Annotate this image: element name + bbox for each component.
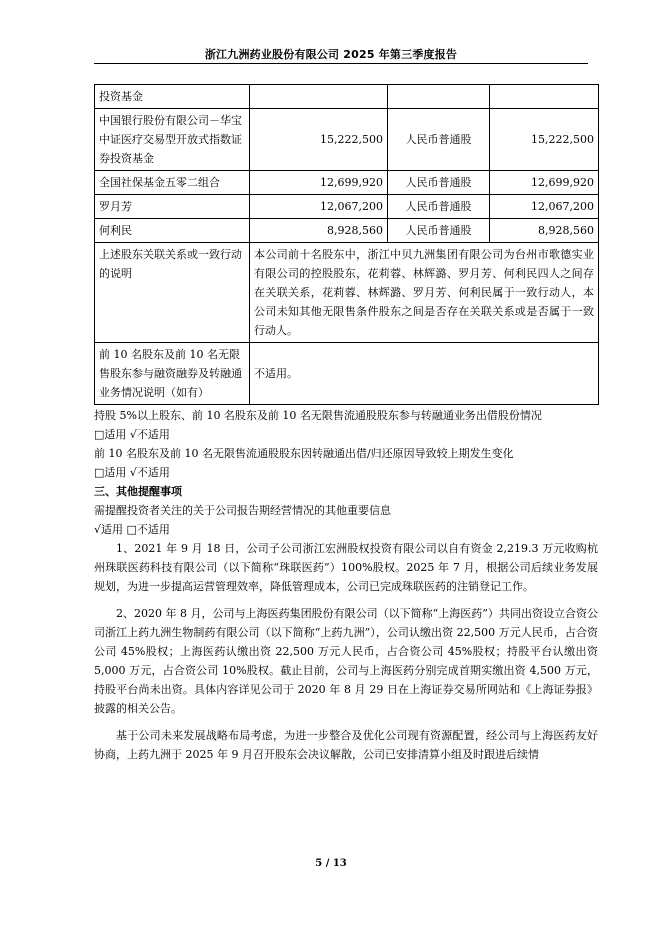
holder-name: 罗月芳 <box>95 195 250 219</box>
share-type <box>388 85 490 109</box>
section-heading: 三、其他提醒事项 <box>94 485 182 498</box>
holder-shares: 12,067,200 <box>250 195 388 219</box>
relation-row <box>95 243 599 343</box>
lending-option: □适用 √不适用 <box>94 428 170 441</box>
share-amount <box>490 85 599 109</box>
table-row <box>95 109 599 171</box>
paragraph-3: 基于公司未来发展战略布局考虑，为进一步整合及优化公司现有资源配置，经公司与上海医药友好协商，上药九洲于 2025 年 9 月召开股东会决议解散，公司已安排清算小组及时跟进后续情 <box>94 729 598 761</box>
table-row <box>95 85 599 109</box>
table-row <box>95 171 599 195</box>
remind-option: √适用 □不适用 <box>94 523 170 536</box>
share-type: 人民币普通股 <box>388 171 490 195</box>
holder-shares <box>250 85 388 109</box>
relation-text: 本公司前十名股东中，浙江中贝九洲集团有限公司为台州市歌德实业有限公司的控股股东，花莉蓉、林辉潞、罗月芳、何利民四人之间存在关联关系，花莉蓉、林辉潞、罗月芳、何利民属于一致行动人，本公司未知其他无限售条件股东之间是否存在关联关系或是否属于一致行动人。 <box>250 243 599 343</box>
relation-label: 上述股东关联关系或一致行动的说明 <box>95 243 250 343</box>
holder-name: 何利民 <box>95 219 250 243</box>
table-row <box>95 219 599 243</box>
shareholder-table <box>94 84 599 405</box>
report-header: 浙江九洲药业股份有限公司 2025 年第三季度报告 <box>204 48 458 61</box>
share-amount: 8,928,560 <box>490 219 599 243</box>
margin-row <box>95 343 599 405</box>
holder-shares: 8,928,560 <box>250 219 388 243</box>
share-amount: 12,699,920 <box>490 171 599 195</box>
share-type: 人民币普通股 <box>388 195 490 219</box>
share-amount: 15,222,500 <box>490 109 599 171</box>
holder-name: 投资基金 <box>95 85 250 109</box>
share-type: 人民币普通股 <box>388 219 490 243</box>
change-option: □适用 √不适用 <box>94 466 170 479</box>
table-row <box>95 195 599 219</box>
change-title: 前 10 名股东及前 10 名无限售流通股股东因转融通出借/归还原因导致较上期发生变化 <box>94 447 514 460</box>
share-amount: 12,067,200 <box>490 195 599 219</box>
margin-text: 不适用。 <box>250 343 599 405</box>
holder-shares: 12,699,920 <box>250 171 388 195</box>
remind-text: 需提醒投资者关注的关于公司报告期经营情况的其他重要信息 <box>94 504 391 517</box>
page-number: 5 / 13 <box>315 858 347 869</box>
header-divider <box>94 63 588 64</box>
holder-name: 全国社保基金五零二组合 <box>95 171 250 195</box>
margin-label: 前 10 名股东及前 10 名无限售股东参与融资融券及转融通业务情况说明（如有） <box>95 343 250 405</box>
body-text <box>94 406 598 764</box>
paragraph-1: 1、2021 年 9 月 18 日，公司子公司浙江宏洲股权投资有限公司以自有资金 2,219.3 万元收购杭州珠联医药科技有限公司（以下简称“珠联医药”）100%股权。2025 年 7 月，根据公司后续业务发展规划，为进一步提高运营管理效率，降低管理成本，公司已完成珠联医药的注销登记工作。 <box>94 542 598 593</box>
lending-title: 持股 5%以上股东、前 10 名股东及前 10 名无限售流通股股东参与转融通业务出借股份情况 <box>94 409 542 422</box>
holder-name: 中国银行股份有限公司－华宝中证医疗交易型开放式指数证券投资基金 <box>95 109 250 171</box>
holder-shares: 15,222,500 <box>250 109 388 171</box>
paragraph-2: 2、2020 年 8 月，公司与上海医药集团股份有限公司（以下简称“上海医药”）共同出资设立合资公司浙江上药九洲生物制药有限公司（以下简称“上药九洲”），公司认缴出资 22,500 万元人民币，占合资公司 45%股权；上海医药认缴出资 22,500 万元人民币，占合资公司 45%股权；持股平台认缴出资 5,000 万元，占合资公司 10%股权。截止目前，公司与上海医药分别完成首期实缴出资 4,500 万元，持股平台尚未出资。具体内容详见公司于 2020 年 8 月 29 日在上海证券交易所网站和《上海证券报》披露的相关公告。 <box>94 607 598 715</box>
share-type: 人民币普通股 <box>388 109 490 171</box>
